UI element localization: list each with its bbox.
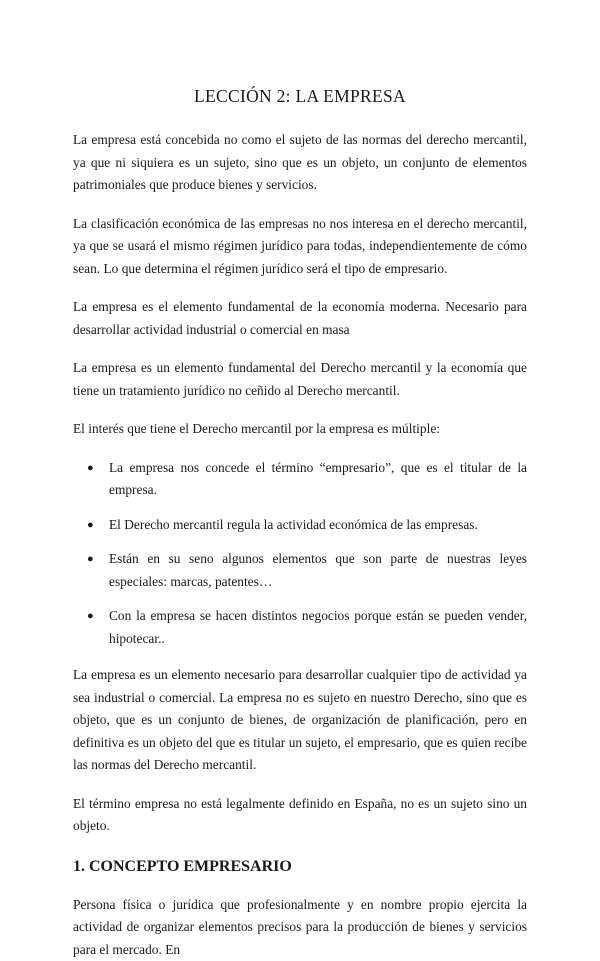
list-item-text: Con la empresa se hacen distintos negocios porque están se pueden vender, hipotecar..: [109, 608, 527, 646]
section-heading: 1. CONCEPTO EMPRESARIO: [73, 858, 527, 876]
paragraph: La empresa es el elemento fundamental de la economía moderna. Necesario para desarrollar actividad industrial o comercial en masa: [73, 296, 527, 341]
bullet-icon: ●: [87, 457, 94, 480]
bullet-icon: ●: [87, 548, 94, 571]
list-item-text: El Derecho mercantil regula la actividad económica de las empresas.: [109, 517, 478, 532]
paragraph: El término empresa no está legalmente definido en España, no es un sujeto sino un objeto.: [73, 793, 527, 838]
paragraph: Persona física o jurídica que profesionalmente y en nombre propio ejercita la actividad de organizar elementos precisos para la producción de bienes y servicios para el mercado. En: [73, 894, 527, 961]
list-item-text: Están en su seno algunos elementos que son parte de nuestras leyes especiales: marcas, patentes…: [109, 551, 527, 589]
bullet-icon: ●: [87, 514, 94, 537]
list-item: [73, 605, 527, 650]
list-item-text: La empresa nos concede el término “empresario”, que es el titular de la empresa.: [109, 460, 527, 498]
paragraph: La empresa está concebida no como el sujeto de las normas del derecho mercantil, ya que ni siquiera es un sujeto, sino que es un objeto, un conjunto de elementos patrimoniales que produce bienes y servicios.: [73, 129, 527, 197]
paragraph: La empresa es un elemento necesario para desarrollar cualquier tipo de actividad ya sea industrial o comercial. La empresa no es sujeto en nuestro Derecho, sino que es objeto, que es un conjunto de bienes, de organización de planificación, pero en definitiva es un objeto del que es titular un sujeto, el empresario, que es quien recibe las normas del Derecho mercantil.: [73, 664, 527, 777]
list-item: [73, 457, 527, 502]
bullet-list: [73, 457, 527, 651]
paragraph: La empresa es un elemento fundamental del Derecho mercantil y la economía que tiene un tratamiento jurídico no ceñido al Derecho mercantil.: [73, 357, 527, 402]
bullet-icon: ●: [87, 605, 94, 628]
paragraph: El interés que tiene el Derecho mercantil por la empresa es múltiple:: [73, 418, 527, 441]
paragraph: La clasificación económica de las empresas no nos interesa en el derecho mercantil, ya que se usará el mismo régimen jurídico para todas, independientemente de cómo sean. Lo que determina el régimen jurídico será el tipo de empresario.: [73, 213, 527, 281]
list-item: [73, 548, 527, 593]
list-item: [73, 514, 527, 537]
page-title: LECCIÓN 2: LA EMPRESA: [73, 86, 527, 107]
